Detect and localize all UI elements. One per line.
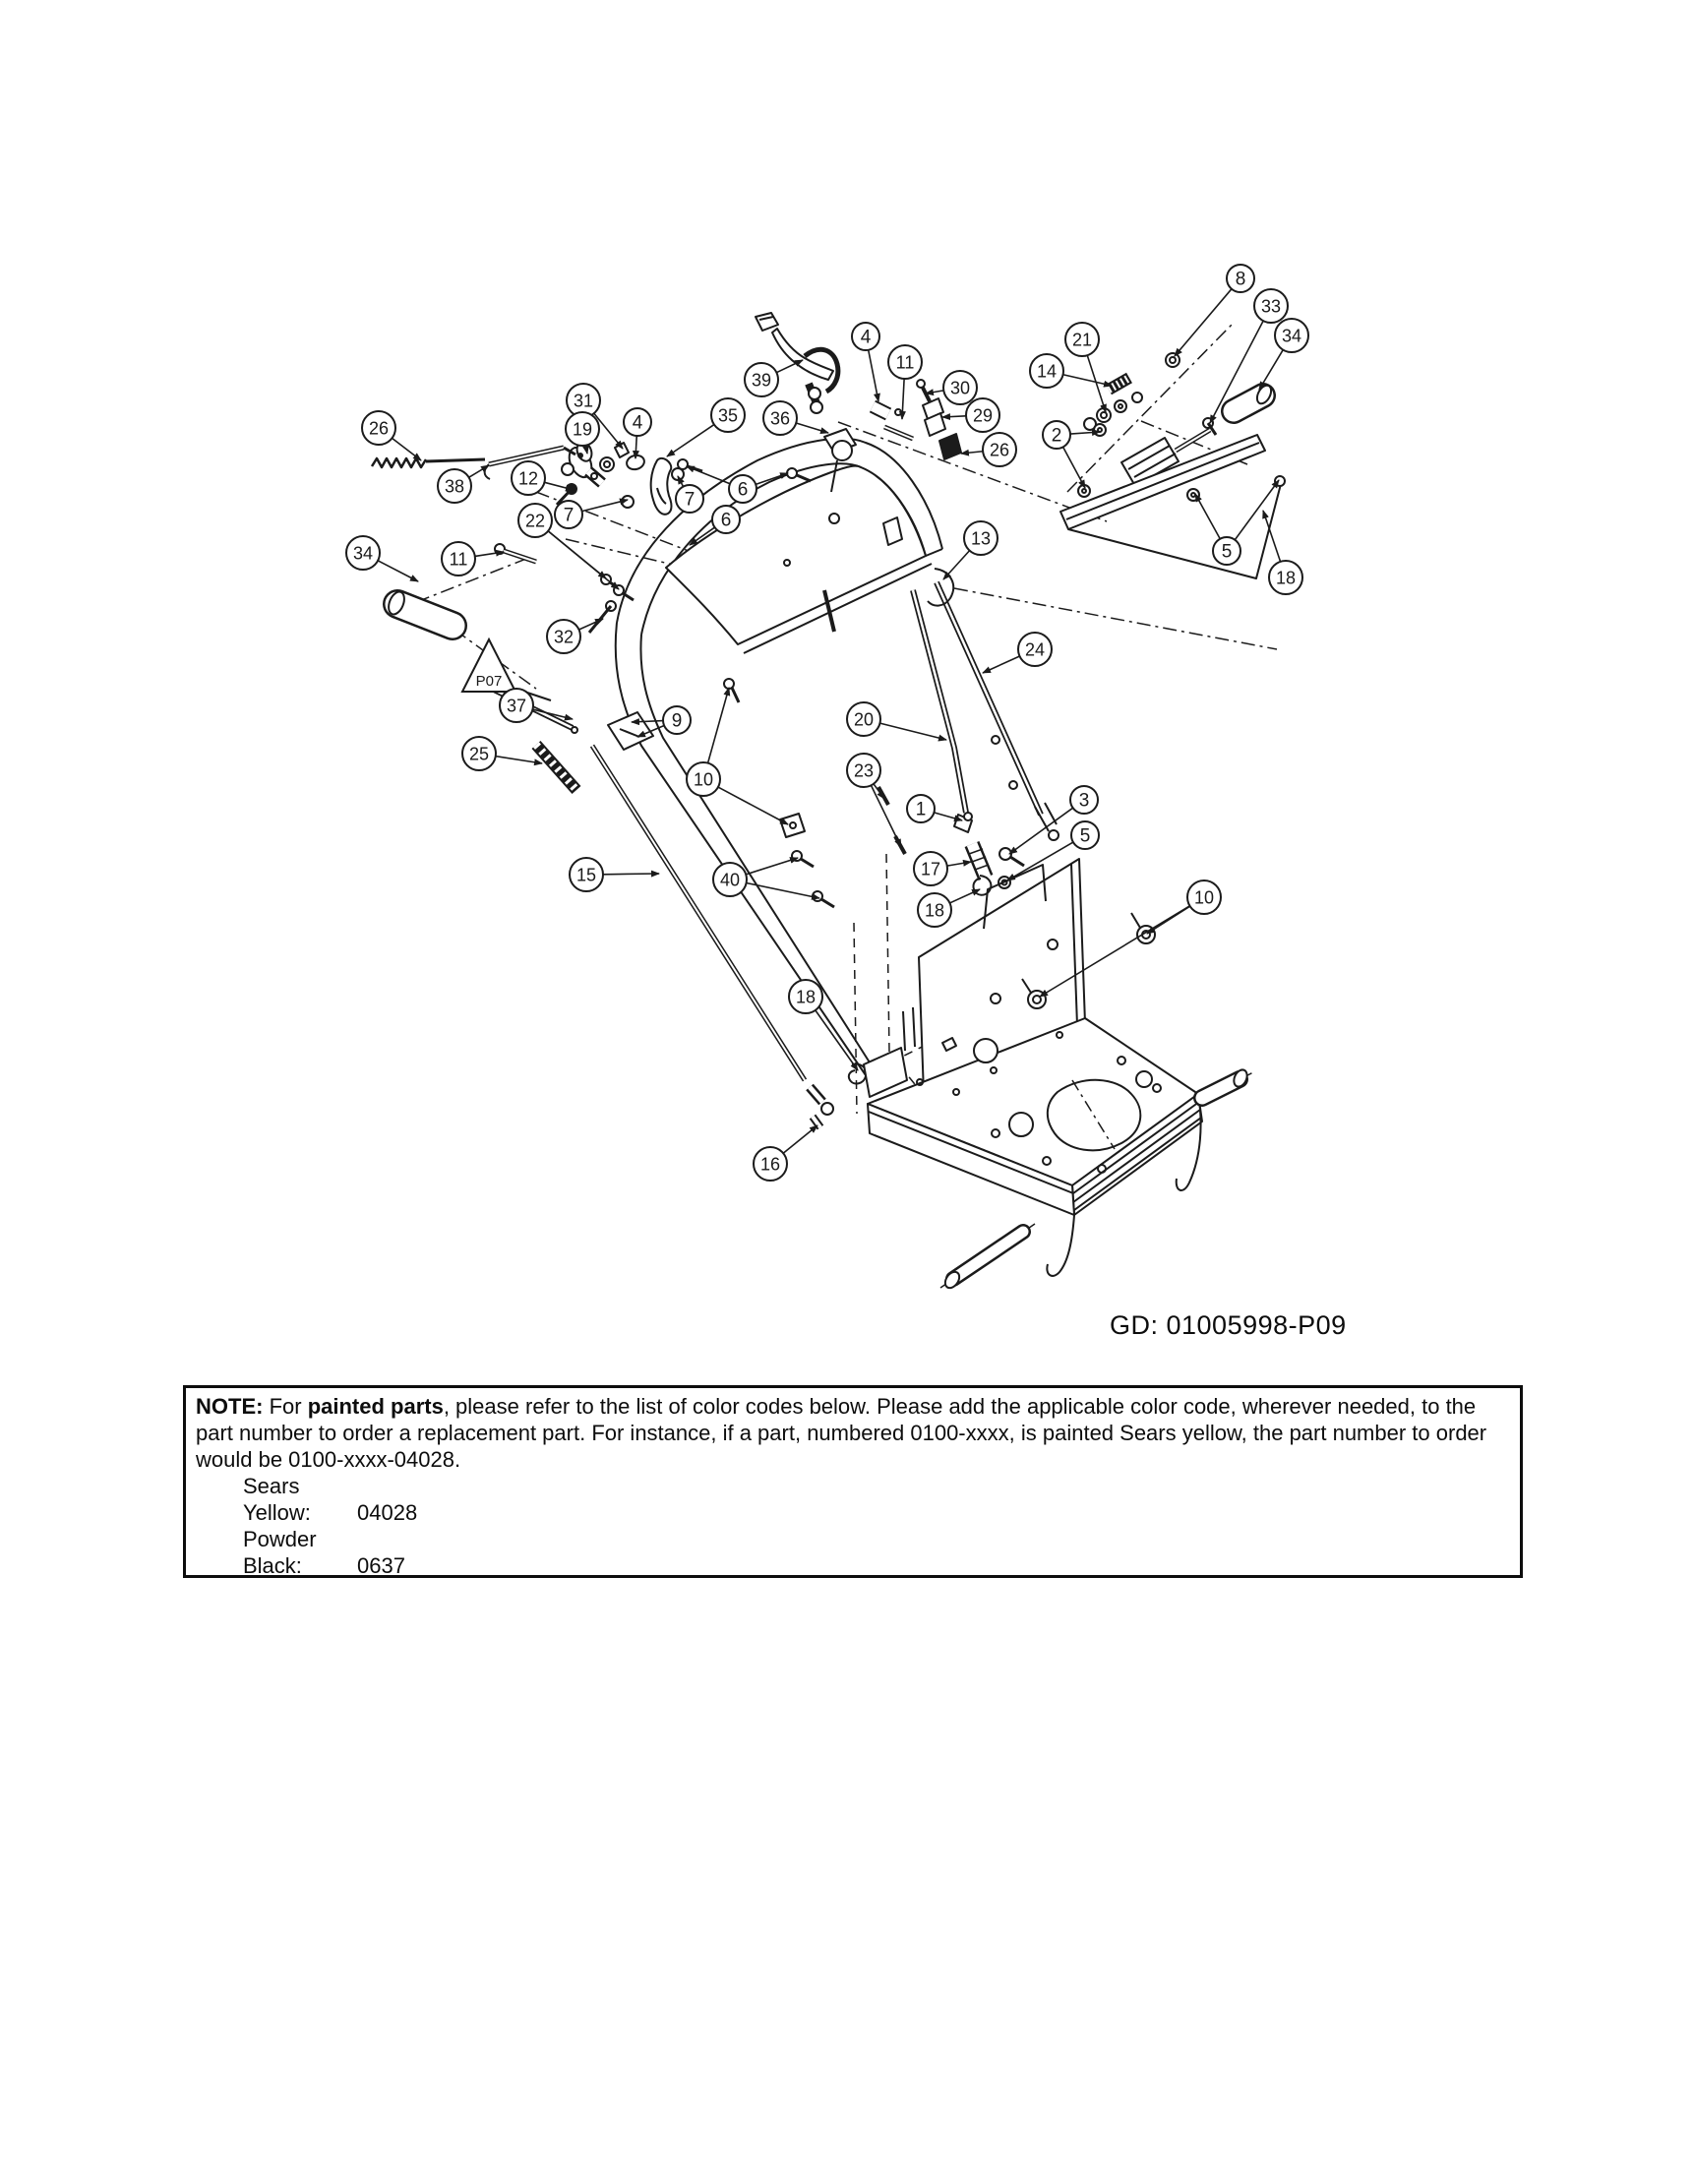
callout-8 [1175,265,1254,356]
callout-18 [1263,511,1302,594]
callout-34 [1259,319,1308,390]
base-frame [864,859,1249,1291]
leader-line [496,757,542,763]
leader-line [756,473,788,484]
callout-17 [914,852,971,885]
drawing-id-label: GD: 01005998-P09 [1110,1310,1347,1340]
color-code: 0637 [357,1553,405,1578]
callout-20 [847,702,946,740]
callout-number: 16 [759,1154,781,1175]
leader-line [746,858,798,875]
leader-line [579,619,603,630]
leader-line [378,561,418,581]
control-rod [592,746,866,1127]
leader-line [1175,289,1232,356]
callout-number: 32 [553,627,575,647]
leader-line [879,723,946,740]
callout-number: 34 [352,543,374,564]
leader-line [943,551,970,579]
callout-number: 31 [573,391,594,411]
callout-number: 38 [444,476,465,497]
callout-23 [847,754,901,847]
callout-18 [789,980,858,1070]
callout-number: 14 [1036,361,1058,382]
callout-21 [1065,323,1106,412]
callout-26 [961,433,1016,466]
leader-line [869,350,878,401]
callout-25 [462,737,542,770]
callout-number: 1 [915,799,927,820]
callout-39 [745,360,803,396]
callout-34 [346,536,418,581]
callout-16 [754,1125,817,1181]
leader-line [718,787,788,824]
callout-13 [943,521,998,579]
leader-line [1235,480,1279,540]
leader-line [926,391,943,394]
callout-number: 33 [1260,296,1282,317]
callout-30 [926,371,977,404]
callout-number: 22 [524,511,546,531]
callout-number: 10 [693,769,714,790]
callout-number: 39 [751,370,772,391]
callout-number: 2 [1051,425,1062,447]
callout-number: 11 [895,352,915,373]
leader-line [1063,447,1085,488]
leader-line [942,416,966,417]
note-text [196,1393,1510,1473]
callout-number: 34 [1281,326,1302,346]
callout-number: 11 [449,549,468,570]
handle-panel [616,439,945,1084]
callout-26 [362,411,421,460]
callout-number: 17 [920,859,941,880]
callout-number: 10 [1193,887,1215,908]
leader-line [902,379,904,419]
leader-line [961,452,983,454]
shift-crank [557,440,646,505]
leader-line [1063,375,1112,386]
linkage-rods [878,569,1059,895]
callout-number: 25 [468,744,490,764]
leader-line [947,862,971,866]
callout-number: 35 [717,405,739,426]
leader-line [816,1010,858,1070]
leader-line [603,874,659,875]
machine-drawing [372,313,1285,1291]
callout-number: 5 [1079,825,1091,847]
callout-number: 36 [769,408,791,429]
callout-number: 18 [1275,568,1297,588]
leader-line [1195,494,1220,539]
callout-number: 26 [368,418,390,439]
callout-number: 6 [720,510,732,531]
callout-number: 4 [860,327,872,348]
leader-line [687,466,730,484]
warning-triangle-label: P07 [475,673,503,690]
leader-line [796,423,828,433]
callout-number: 15 [575,865,597,885]
callout-layer [346,265,1308,1181]
callout-number: 3 [1078,790,1090,812]
callout-number: 8 [1235,269,1246,290]
callout-15 [570,858,659,891]
callout-2 [1043,421,1100,488]
callout-38 [438,465,489,503]
leader-line [783,1125,817,1153]
callout-29 [942,398,999,432]
leader-line [983,656,1020,673]
leader-line [1259,350,1283,390]
callout-number: 30 [949,378,971,398]
callout-number: 18 [924,900,945,921]
callout-number: 20 [853,709,875,730]
right-latch [1060,353,1285,578]
callout-number: 7 [563,505,575,526]
callout-number: 26 [989,440,1010,460]
callout-10 [687,688,788,824]
callout-number: 37 [506,696,527,716]
leader-line [871,785,901,847]
leader-line [548,531,619,589]
callout-number: 24 [1024,639,1046,660]
color-code-list [196,1473,1510,1579]
callout-14 [1030,354,1112,388]
callout-1 [907,795,962,822]
callout-number: 29 [972,405,994,426]
callout-number: 7 [684,489,696,511]
color-name: Powder Black: [243,1527,317,1578]
callout-24 [983,633,1052,673]
leader-line [708,688,729,763]
callout-number: 21 [1071,330,1093,350]
note-box [183,1385,1523,1578]
callout-number: 4 [632,412,643,434]
callout-35 [667,398,745,456]
note-segment: For [263,1394,308,1419]
note-lead: NOTE: [196,1394,264,1419]
color-code: 04028 [357,1500,418,1525]
callout-number: 23 [853,760,875,781]
leader-line [949,889,980,903]
callout-number: 6 [737,479,749,501]
callout-40 [713,858,819,898]
lower-left-parts [492,679,834,907]
callout-number: 40 [719,870,741,890]
callout-number: 12 [517,468,539,489]
color-name: Sears Yellow: [243,1474,311,1525]
callout-37 [500,689,573,722]
note-body: , please refer to the list of color codes below. Please add the applicable color code, wherever needed, to the part number to order a replacement part. For instance, if a part, numbered 0100-xxxx, is painted Sears yellow, the part number to order would be 0100-xxxx-04028. [196,1394,1487,1472]
leader-line [667,425,714,456]
callout-number: 18 [795,987,817,1007]
leader-line [747,882,819,898]
callout-18 [918,889,980,927]
color-code-row [196,1473,1510,1526]
callout-number: 13 [970,528,992,549]
callout-number: 19 [572,419,593,440]
callout-7 [676,476,703,513]
note-painted-parts: painted parts [307,1394,444,1419]
leader-line [582,500,628,512]
color-code-row [196,1526,1510,1579]
callout-4 [852,323,879,401]
callout-number: 5 [1221,541,1233,563]
leader-line [392,438,421,460]
callout-number: 9 [671,710,683,732]
